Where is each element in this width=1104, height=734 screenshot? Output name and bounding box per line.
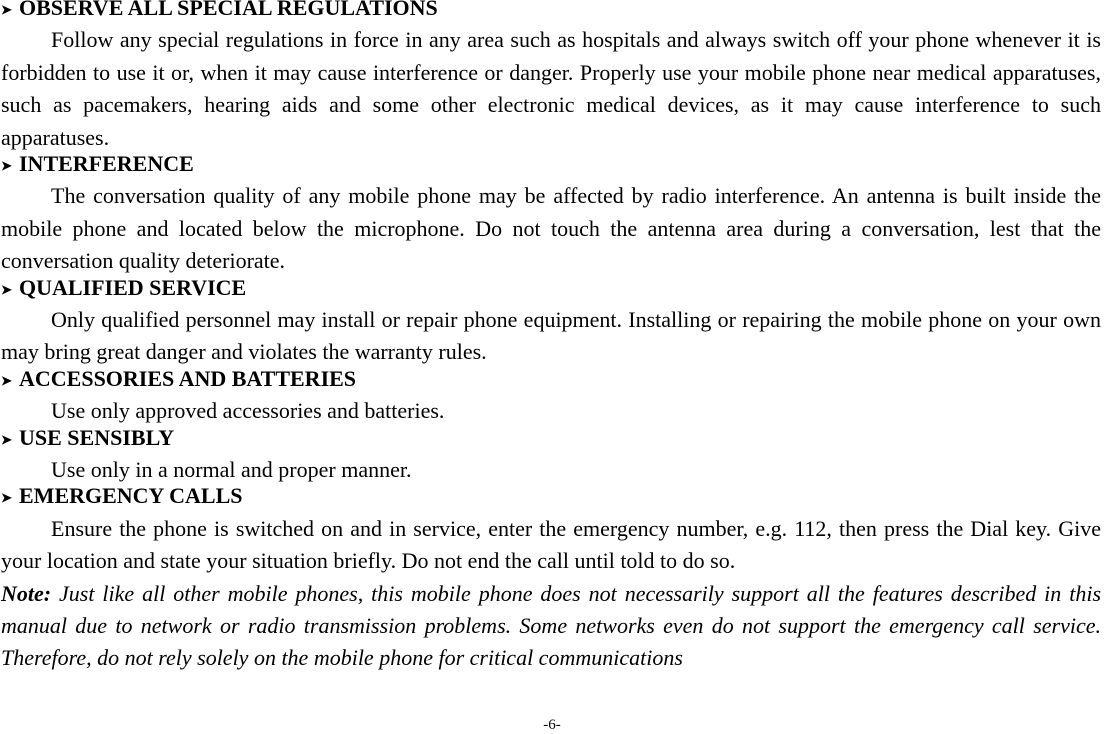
page-number: -6- — [543, 717, 561, 733]
arrow-bullet-icon: ➤ — [1, 158, 12, 174]
section-body: Only qualified personnel may install or repair phone equipment. Installing or repairing the mobile phone on your own may bring great danger and violates the warranty rules. — [1, 307, 1101, 365]
section-body: Follow any special regulations in force in any area such as hospitals and always switch off your phone whenever it is forbidden to use it or, when it may cause interference or danger. Properly use your mobile phone near medical apparatuses, such as pacemakers, hearing aids and some other electronic medical devices, as it may cause interference to such apparatuses. — [1, 27, 1101, 150]
section-heading-text: EMERGENCY CALLS — [19, 483, 243, 509]
section-heading-text: QUALIFIED SERVICE — [19, 274, 247, 300]
note-text: Just like all other mobile phones, this mobile phone does not necessarily support all the features described in this manual due to network or radio transmission problems. Some networks even do not support the emergency call service. Therefore, do not rely solely on the mobile phone for critical communications — [1, 580, 1102, 671]
section-heading — [1, 422, 1101, 454]
arrow-bullet-icon: ➤ — [1, 281, 12, 297]
section-body: Ensure the phone is switched on and in service, enter the emergency number, e.g. 112, then press the Dial key. Give your location and state your situation briefly. Do not end the call until told to do so. — [1, 515, 1101, 574]
arrow-bullet-icon: ➤ — [1, 2, 12, 17]
section-body: The conversation quality of any mobile phone may be affected by radio interference. An antenna is built inside the mobile phone and located below the microphone. Do not touch the antenna area during a conversation, lest that the conversation quality deteriorate. — [1, 183, 1101, 274]
note-paragraph — [1, 578, 1101, 675]
section-heading — [1, 272, 1101, 304]
section-heading — [1, 363, 1101, 395]
section-heading — [1, 0, 1101, 24]
section-heading-text: ACCESSORIES AND BATTERIES — [19, 365, 357, 391]
section-heading — [1, 480, 1101, 512]
section-heading-text: INTERFERENCE — [19, 151, 194, 177]
section-body: Use only approved accessories and batteries. — [51, 398, 445, 424]
section-heading-text: USE SENSIBLY — [19, 424, 175, 450]
section-body: Use only in a normal and proper manner. — [51, 457, 412, 483]
arrow-bullet-icon: ➤ — [1, 372, 12, 388]
arrow-bullet-icon: ➤ — [1, 431, 12, 447]
section-heading — [1, 148, 1101, 180]
document-page — [1, 0, 1101, 675]
note-label: Note: — [1, 580, 52, 606]
arrow-bullet-icon: ➤ — [1, 490, 12, 506]
section-heading-text: OBSERVE ALL SPECIAL REGULATIONS — [19, 0, 438, 20]
